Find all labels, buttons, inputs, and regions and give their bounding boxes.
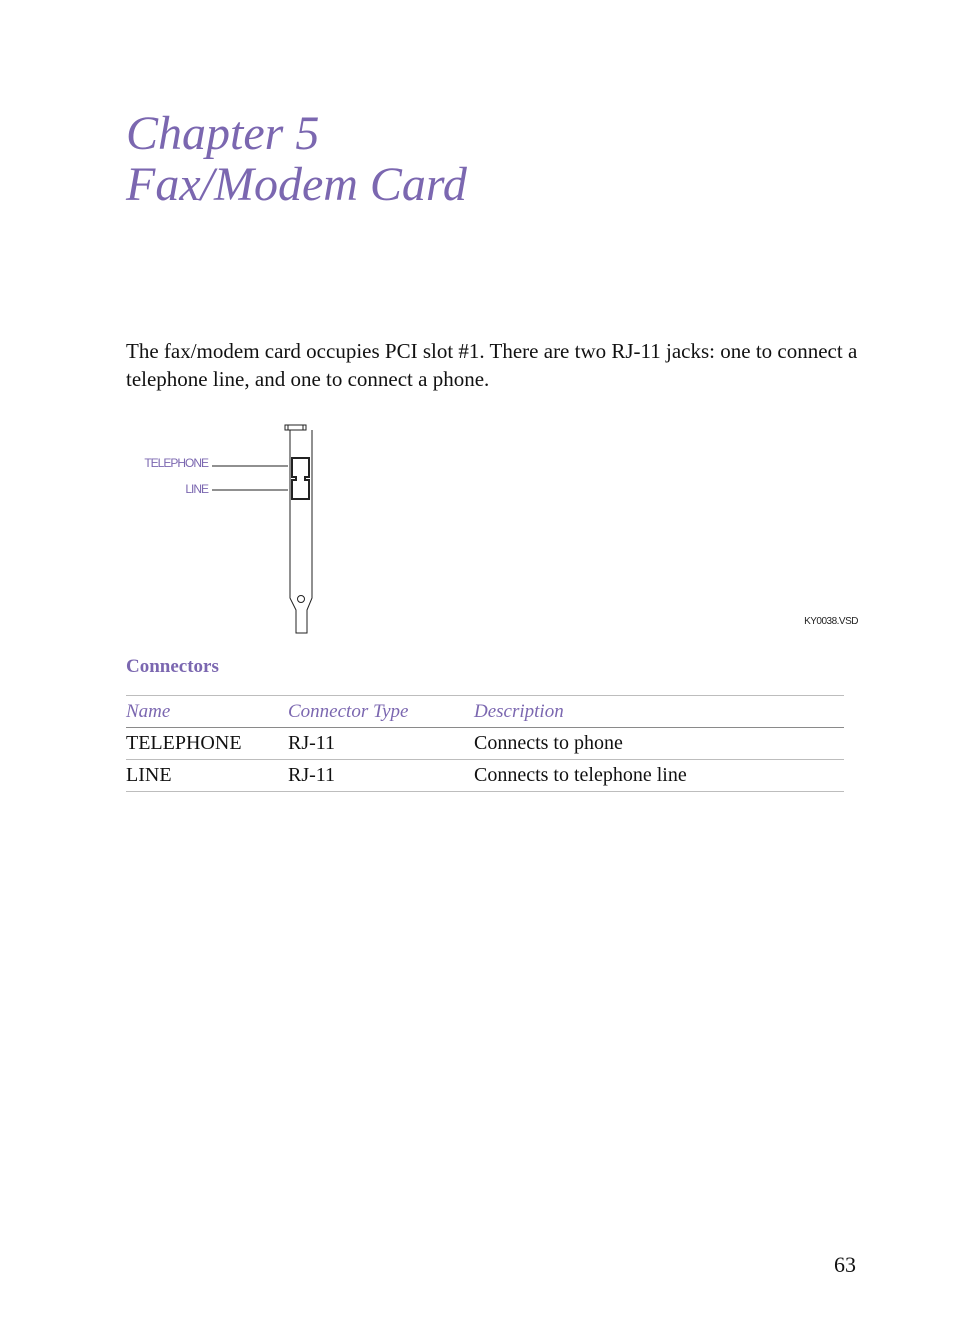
connectors-heading: Connectors <box>126 656 219 677</box>
bracket-mount-hole <box>298 596 305 603</box>
table-header-row <box>126 696 844 728</box>
connector-name: LINE <box>126 764 172 786</box>
chapter-title <box>126 108 467 210</box>
connector-type: RJ-11 <box>288 764 336 786</box>
figure-file-code: KY0038.VSD <box>804 616 858 627</box>
column-header-name: Name <box>126 700 171 722</box>
intro-paragraph: The fax/modem card occupies PCI slot #1. There are two RJ-11 jacks: one to connect a telephone line, and one to connect a phone. <box>126 339 858 391</box>
table-row <box>126 728 844 760</box>
connector-name: TELEPHONE <box>126 732 242 754</box>
connectors-table <box>126 695 844 792</box>
fax-modem-bracket-figure <box>126 420 866 640</box>
column-header-description: Description <box>474 700 564 722</box>
telephone-label: TELEPHONE <box>144 456 208 470</box>
line-label: LINE <box>185 482 208 496</box>
column-header-connector-type: Connector Type <box>288 700 409 722</box>
chapter-name: Fax/Modem Card <box>126 158 467 211</box>
connector-description: Connects to phone <box>474 732 623 754</box>
bracket-diagram <box>126 420 866 640</box>
connector-type: RJ-11 <box>288 732 336 754</box>
page-number: 63 <box>834 1252 856 1277</box>
chapter-number: Chapter 5 <box>126 107 320 160</box>
connector-description: Connects to telephone line <box>474 764 687 786</box>
table-row <box>126 760 844 792</box>
rj11-jacks <box>292 458 309 499</box>
